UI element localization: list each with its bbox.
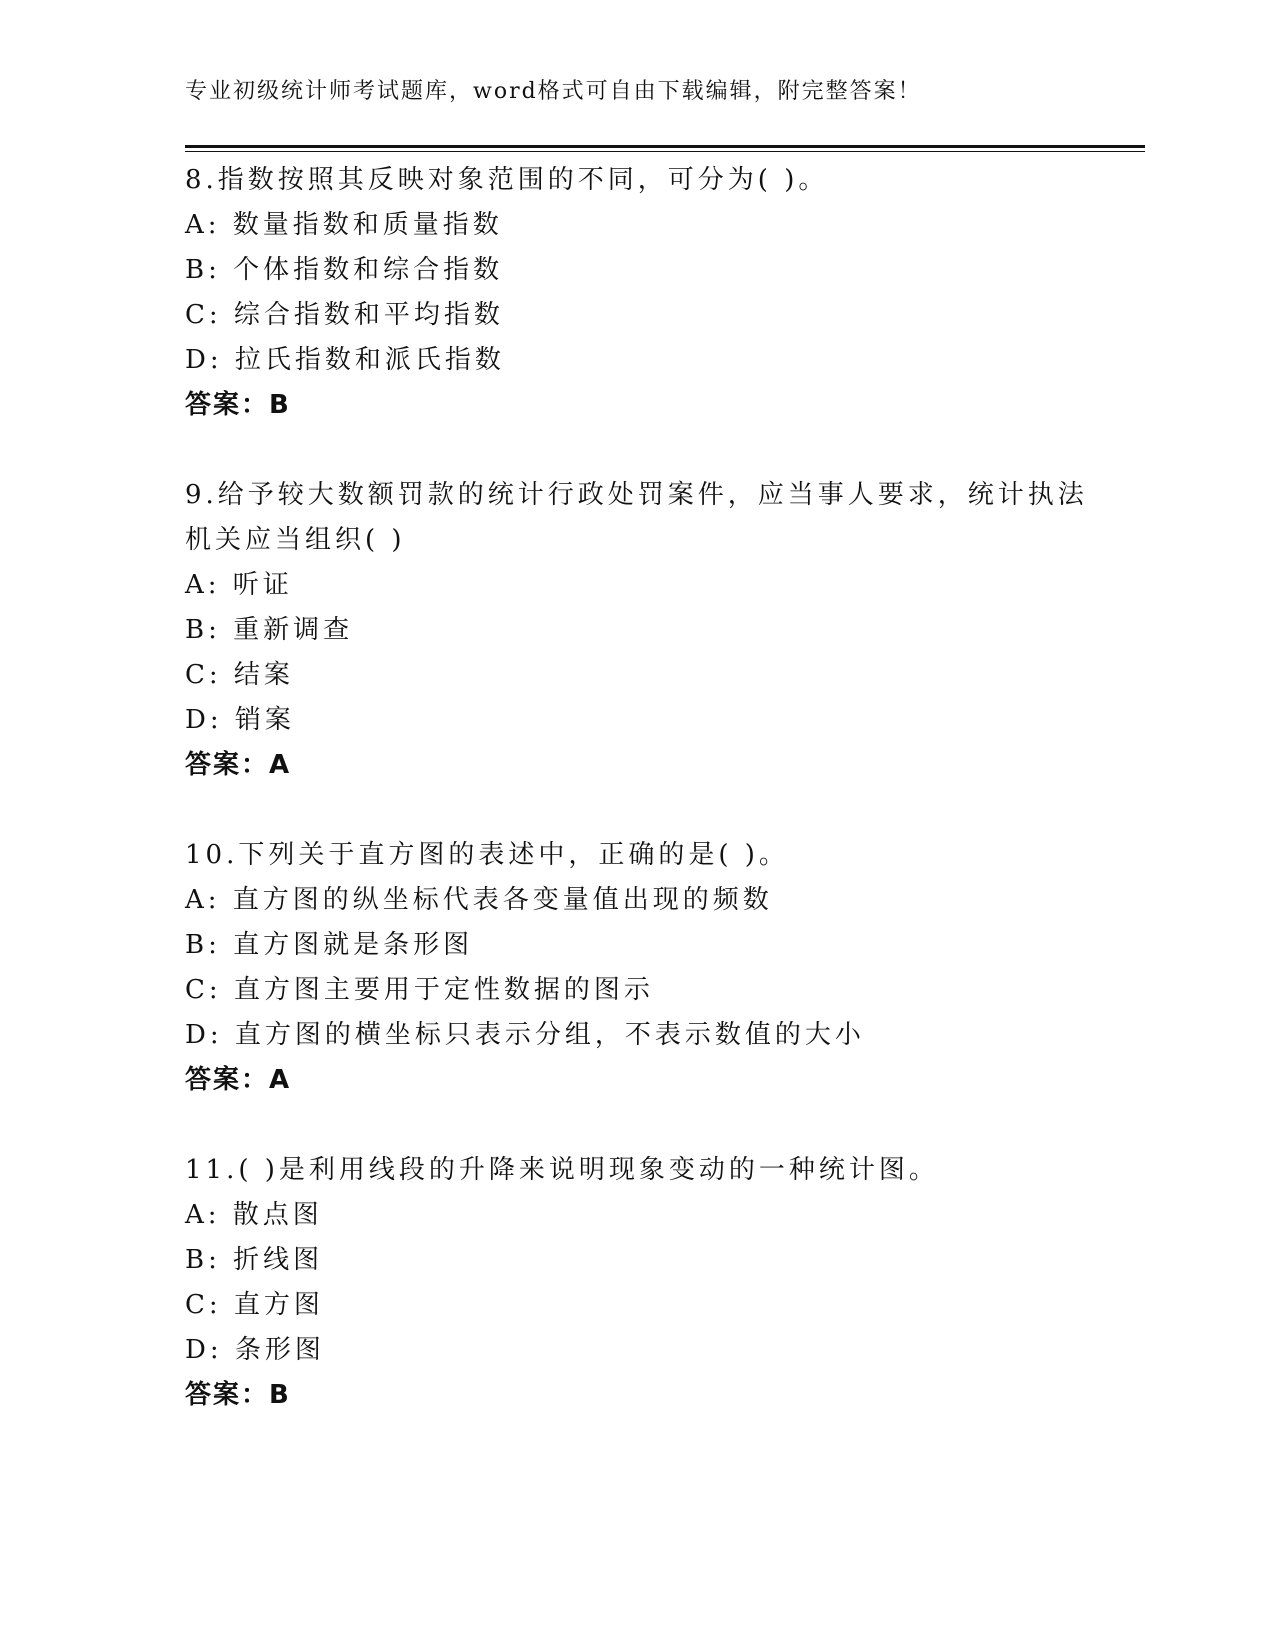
question-stem-line-1: 9.给予较大数额罚款的统计行政处罚案件，应当事人要求，统计执法 [185, 480, 1088, 510]
option-b: B: 折线图 [185, 1245, 324, 1275]
option-b: B: 个体指数和综合指数 [185, 255, 504, 285]
question-9 [185, 473, 1088, 788]
answer: 答案：B [185, 390, 291, 420]
question-8 [185, 158, 1085, 428]
option-b: B: 重新调查 [185, 615, 354, 645]
answer: 答案：A [185, 1065, 292, 1095]
option-c: C: 直方图主要用于定性数据的图示 [185, 975, 654, 1005]
option-d: D: 销案 [185, 705, 295, 735]
document-header: 专业初级统计师考试题库，word格式可自由下载编辑，附完整答案！ [185, 79, 922, 104]
option-a: A: 听证 [185, 570, 293, 600]
question-stem: 8.指数按照其反映对象范围的不同，可分为( )。 [185, 165, 829, 195]
question-stem-line-2: 机关应当组织( ) [185, 525, 406, 555]
option-a: A: 散点图 [185, 1200, 323, 1230]
question-stem: 11.( )是利用线段的升降来说明现象变动的一种统计图。 [185, 1155, 939, 1185]
option-b: B: 直方图就是条形图 [185, 930, 474, 960]
option-c: C: 结案 [185, 660, 294, 690]
option-d: D: 拉氏指数和派氏指数 [185, 345, 505, 375]
option-d: D: 条形图 [185, 1335, 325, 1365]
option-c: C: 直方图 [185, 1290, 324, 1320]
option-d: D: 直方图的横坐标只表示分组，不表示数值的大小 [185, 1020, 865, 1050]
question-10 [185, 833, 1085, 1103]
header-divider-thick [185, 145, 1145, 148]
question-11 [185, 1148, 1085, 1418]
question-list [185, 158, 1088, 1463]
header-divider-thin [185, 151, 1145, 152]
option-c: C: 综合指数和平均指数 [185, 300, 504, 330]
option-a: A: 数量指数和质量指数 [185, 210, 503, 240]
option-a: A: 直方图的纵坐标代表各变量值出现的频数 [185, 885, 773, 915]
answer: 答案：A [185, 750, 292, 780]
answer: 答案：B [185, 1380, 291, 1410]
question-stem: 10.下列关于直方图的表述中，正确的是( )。 [185, 840, 789, 870]
